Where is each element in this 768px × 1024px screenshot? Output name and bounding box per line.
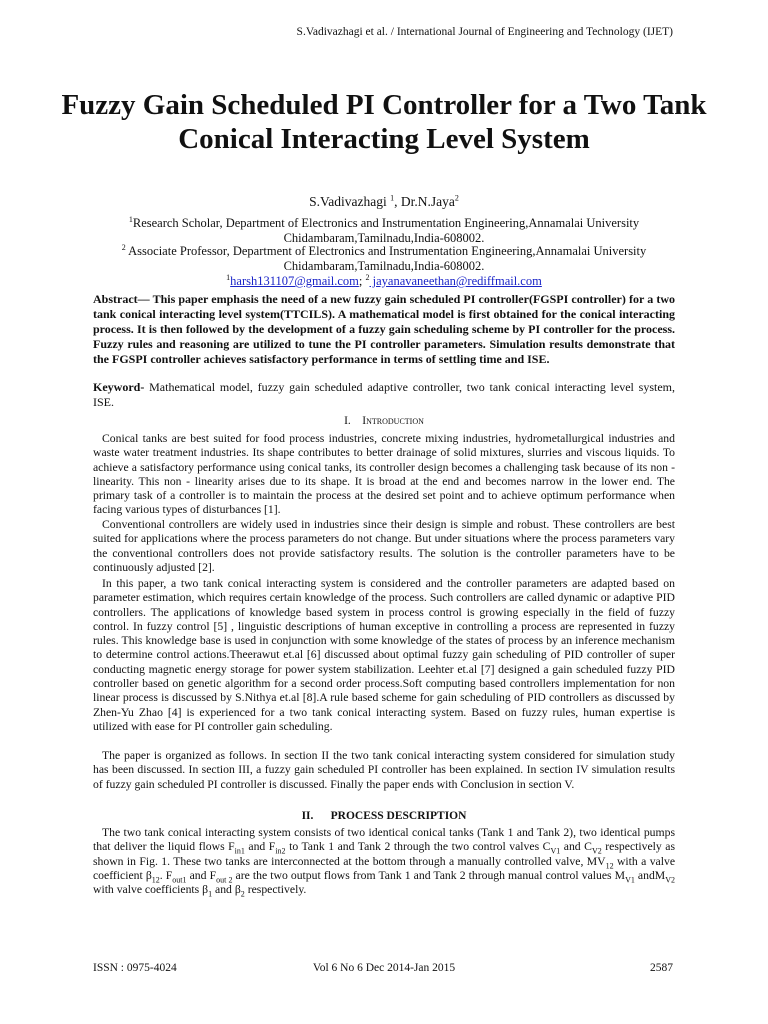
process-subscript: 1: [208, 889, 213, 899]
email-1-sup: 1: [226, 272, 231, 282]
affiliation-1-line1: [100, 216, 668, 231]
affiliation-2: [100, 244, 668, 274]
process-text: and β: [212, 883, 241, 897]
email-2-link[interactable]: jayanavaneethan@rediffmail.com: [369, 274, 542, 288]
section-1-heading: [0, 415, 768, 427]
process-text: andM: [634, 868, 666, 882]
author-2-sup: 2: [454, 193, 459, 203]
affiliation-1-sup: 1: [128, 214, 133, 224]
process-subscript: 2: [240, 889, 245, 899]
footer-page-number: 2587: [650, 962, 673, 974]
affiliation-1: [100, 216, 668, 246]
process-text: and C: [560, 840, 592, 854]
process-text: respectively.: [244, 883, 307, 897]
process-text: with a valve coefficient β: [93, 854, 676, 882]
email-1-link[interactable]: harsh131107@gmail.com: [230, 274, 359, 288]
footer-issn: ISSN : 0975-4024: [93, 962, 177, 974]
process-subscript: V1: [550, 846, 561, 856]
keyword-label: Keyword-: [93, 380, 145, 394]
process-text: respectively as shown in Fig. 1. These two tanks are interconnected at the bottom through a manually controlled valve, MV: [93, 840, 676, 868]
email-separator: ;: [358, 274, 366, 288]
keyword-text: Mathematical model, fuzzy gain scheduled adaptive controller, two tank conical interacting level system, ISE.: [93, 380, 675, 409]
process-subscript: 12: [605, 860, 614, 870]
running-head: S.Vadivazhagi et al. / International Journal of Engineering and Technology (IJET): [296, 26, 673, 38]
process-text: to Tank 1 and Tank 2 through the two control valves C: [285, 840, 551, 854]
process-text: . F: [159, 868, 173, 882]
author-1-sup: 1: [390, 193, 395, 203]
affiliation-1-line2: Chidambaram,Tamilnadu,India-608002.: [283, 231, 485, 245]
process-subscript: out1: [172, 875, 187, 885]
email-line: [0, 274, 768, 289]
intro-paragraph-2: Conventional controllers are widely used in industries since their design is simple and robust. These controllers are best suited for applications where the process parameters do not change. But under situations where the process parameters vary the conventional controllers does not provide satisfactory results. The solution is the controller parameters have to be continuously adjusted [2].: [93, 518, 675, 574]
section-2-heading: [0, 810, 768, 822]
intro-paragraph-3: In this paper, a two tank conical interacting system is considered and the controller parameters are adapted based on parameter estimation, which requires certain knowledge of the process. Such controllers are called dynamic or adaptive PID controllers. The applications of knowledge based system in process control is growing especially in the field of fuzzy control. In fuzzy control [5] , linguistic descriptions of human exceptive in controlling a process are represented in fuzzy rules. This knowledge base is used in conjunction with some knowledge of the states of process by an inference mechanism to determine control actions.Theerawut et.al [6] discussed about optimal fuzzy gain scheduling of PID controller of super conducting magnetic energy storage for power system stabilization. Leehter et.al [7] designed a gain scheduled fuzzy PID controller based on genetic algorithm for a second order process.Soft computing based controllers implementation for non linear process is discussed by S.Nithya et.al [8].A rule based scheme for gain scheduling of PID controllers as discussed by Zhen-Yu Zhao [4] is experienced for a two tank conical interacting system. Based on fuzzy rules, human expertise is utilized with ease for PI controller gain scheduling.: [93, 577, 675, 733]
process-paragraph: [93, 826, 675, 897]
section-1-number: I.: [344, 415, 351, 427]
abstract: Abstract— This paper emphasis the need of a new fuzzy gain scheduled PI controller(FGSPI controller) for a two tank conical interacting level system(TTCILS). A mathematical model is first obtained for the conical interacting process. It is then followed by the development of a fuzzy gain scheduling scheme by PI controller for the process. Fuzzy rules and reasoning are utilized to tune the PI controller parameters. Simulation results demonstrate that the FGSPI controller achieves satisfactory performance in terms of settling time and ISE.: [93, 292, 675, 366]
process-text: The two tank conical interacting system consists of two identical conical tanks (Tank 1 and Tank 2), two identical pumps that deliver the liquid flows F: [93, 826, 675, 854]
affiliation-2-sup: 2: [121, 242, 126, 252]
process-subscript: out 2: [216, 875, 233, 885]
author-separator: ,: [394, 194, 401, 209]
process-subscript: V2: [665, 875, 675, 885]
intro-paragraph-4: The paper is organized as follows. In section II the two tank conical interacting system considered for simulation study has been discussed. In section III, a fuzzy gain scheduled PI controller has been explained. In section IV simulation results of fuzzy gain scheduled PI controller is discussed. Finally the paper ends with Conclusion in section V.: [93, 749, 675, 791]
process-subscript: V2: [591, 846, 602, 856]
paper-title: Fuzzy Gain Scheduled PI Controller for a Two Tank Conical Interacting Level System: [61, 89, 707, 155]
affiliation-2-line2: Chidambaram,Tamilnadu,India-608002.: [283, 259, 485, 273]
process-subscript: in2: [275, 846, 286, 856]
email-2-sup: 2: [365, 272, 370, 282]
process-text: with valve coefficients β: [93, 883, 209, 897]
process-subscript: 12: [151, 875, 160, 885]
process-subscript: in1: [234, 846, 245, 856]
affiliation-1-text: Research Scholar, Department of Electronics and Instrumentation Engineering,Annamalai University: [132, 216, 640, 230]
section-2-number: II.: [301, 810, 314, 822]
section-1-title: Introduction: [362, 415, 424, 427]
keywords: [93, 380, 675, 410]
process-text: and F: [244, 840, 276, 854]
footer-volume: Vol 6 No 6 Dec 2014-Jan 2015: [312, 962, 456, 974]
affiliation-2-line1: [100, 244, 668, 259]
process-subscript: V1: [625, 875, 635, 885]
author-line: [0, 194, 768, 210]
process-text: and F: [186, 868, 217, 882]
section-2-title: PROCESS DESCRIPTION: [330, 810, 467, 822]
author-1: S.Vadivazhagi: [309, 194, 391, 209]
process-text: are the two output flows from Tank 1 and Tank 2 through manual control values M: [232, 868, 626, 882]
author-2: Dr.N.Jaya: [400, 194, 455, 209]
intro-paragraph-1: Conical tanks are best suited for food process industries, concrete mixing industries, hydrometallurgical industries and waste water treatment industries. Its shape contributes to better drainage of solid mixtures, slurries and viscous liquids. To achieve a satisfactory performance using conical tanks, its controller design becomes a challenging task because of its non - linearity. This non - linearity arises due to its shape. It is broad at the end and becomes narrow in the lower end. The primary task of a controller is to maintain the process at the desired set point and to achieve optimum performance when facing various types of disturbances [1].: [93, 432, 675, 517]
affiliation-2-text: Associate Professor, Department of Electronics and Instrumentation Engineering,Annamalai University: [125, 244, 647, 258]
